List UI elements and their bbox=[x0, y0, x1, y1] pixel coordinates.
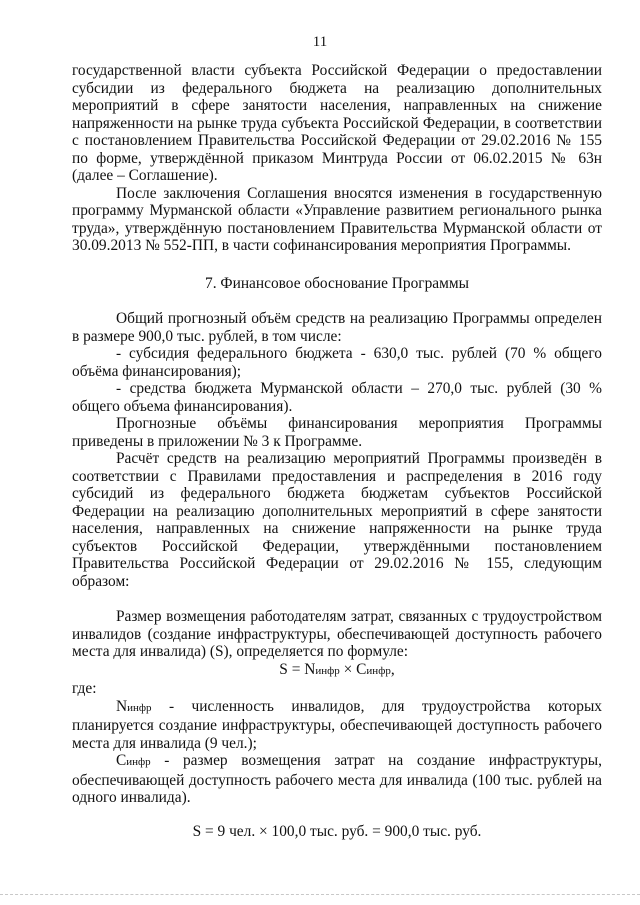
paragraph-appendix-ref: Прогнозные объёмы финансирования мероприятия Программы приведены в приложении № 3 к Программе. bbox=[72, 415, 602, 450]
paragraph-federal-subsidy: - субсидия федерального бюджета - 630,0 тыс. рублей (70 % общего объёма финансирования); bbox=[72, 345, 602, 380]
paragraph-reimbursement: Размер возмещения работодателям затрат, связанных с трудоустройством инвалидов (создание инфраструктуры, обеспечивающей доступность рабочего места для инвалида) (S), определяется по формуле: bbox=[72, 608, 602, 660]
formula-lhs: S = bbox=[279, 660, 305, 678]
paragraph-agreement: государственной власти субъекта Российской Федерации о предоставлении субсидии из федерального бюджета на реализацию дополнительных мероприятий в сфере занятости населения, направленных на снижение напряженности на рынке труда субъекта Российской Федерации, в соответствии с постановлением Правительства Российской Федерации от 29.02.2016 № 155 по форме, утверждённой приказом Минтруда России от 06.02.2015 № 63н (далее – Соглашение). bbox=[72, 62, 602, 184]
page-number: 11 bbox=[312, 34, 328, 50]
paragraph-total-volume: Общий прогнозный объём средств на реализацию Программы определен в размере 900,0 тыс. рублей, в том числе: bbox=[72, 310, 602, 345]
definition-n-text: - численность инвалидов, для трудоустройства которых планируется создание инфраструктуры, обеспечивающей доступность рабочего места для инвалида (9 чел.); bbox=[72, 697, 602, 752]
spacer bbox=[72, 590, 602, 608]
paragraph-calculation: Расчёт средств на реализацию мероприятий Программы произведён в соответствии с Правилами предоставления и распределения в 2016 году субсидий из федерального бюджета бюджетам субъектов Российской Федерации на реализацию дополнительных мероприятий в сфере занятости населения, направленных на снижение напряженности на рынке труда субъектов Российской Федерации, утверждёнными постановлением Правительства Российской Федерации от 29.02.2016 № 155, следующим образом: bbox=[72, 450, 602, 590]
paragraph-program-changes: После заключения Соглашения вносятся изменения в государственную программу Мурманской области «Управление развитием регионального рынка труда», утверждённую постановлением Правительства Мурманской области от 30.09.2013 № 552-ПП, в части софинансирования мероприятия Программы. bbox=[72, 184, 602, 254]
document-body bbox=[72, 62, 602, 840]
paragraph-regional-funds: - средства бюджета Мурманской области – 270,0 тыс. рублей (30 % общего объема финансирования). bbox=[72, 380, 602, 415]
section-heading: 7. Финансовое обоснование Программы bbox=[205, 274, 469, 292]
definition-c-text: - размер возмещения затрат на создание инфраструктуры, обеспечивающей доступность рабочего места для инвалида (100 тыс. рублей на одного инвалида). bbox=[72, 752, 602, 806]
definition-n-symbol: N bbox=[116, 697, 128, 715]
footer-divider bbox=[0, 894, 640, 895]
formula bbox=[72, 661, 602, 681]
formula-c: C bbox=[356, 660, 367, 678]
final-formula: S = 9 чел. × 100,0 тыс. руб. = 900,0 тыс. руб. bbox=[192, 822, 482, 840]
formula-n-sub: инфр bbox=[315, 664, 340, 677]
formula-c-sub: инфр bbox=[366, 664, 391, 677]
formula-times: × bbox=[339, 660, 357, 678]
definition-n bbox=[72, 698, 602, 753]
formula-end: , bbox=[390, 660, 395, 678]
definition-c-symbol: C bbox=[116, 752, 127, 769]
where-label: где: bbox=[72, 680, 97, 697]
definition-n-sub: инфр bbox=[127, 701, 152, 714]
definition-c bbox=[72, 752, 602, 807]
definition-c-sub: инфр bbox=[126, 756, 151, 768]
formula-n: N bbox=[304, 660, 316, 678]
